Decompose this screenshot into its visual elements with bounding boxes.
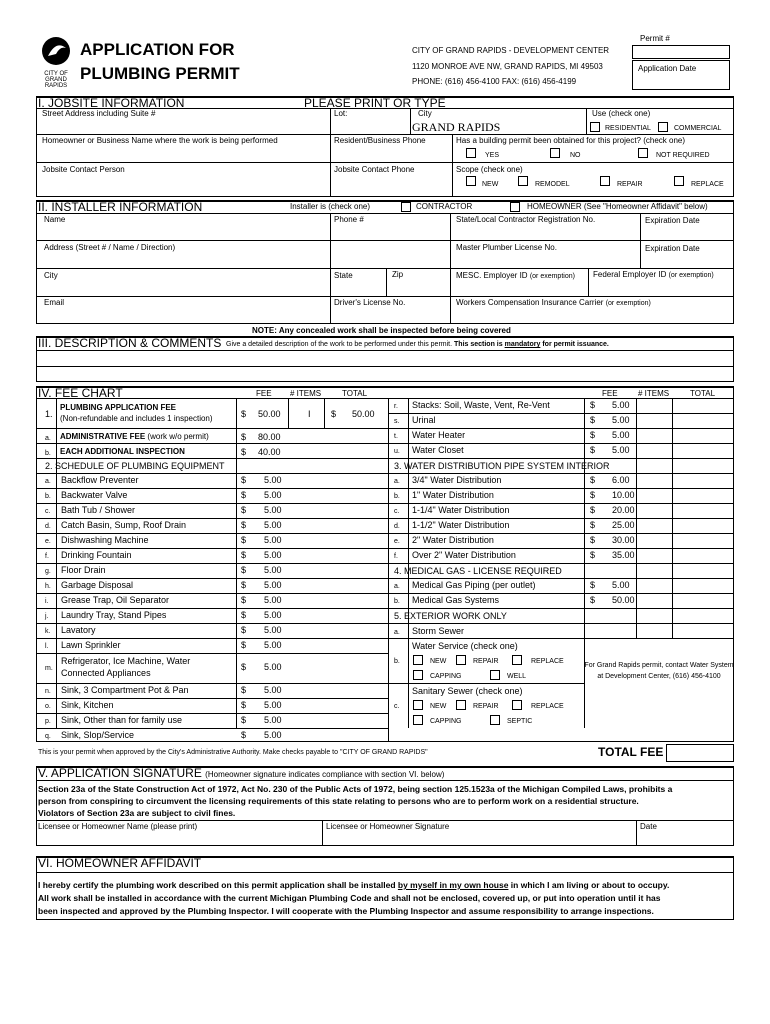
equip-row-2-letter: c. (45, 508, 51, 515)
add-insp-value: 40.00 (258, 447, 281, 457)
water-row-2-name: 1-1/4" Water Distribution (412, 505, 510, 515)
add-insp-label: EACH ADDITIONAL INSPECTION (60, 447, 185, 456)
water-row-5-fee: 35.00 (612, 550, 635, 560)
equip-row-8-name: Grease Trap, Oil Separator (61, 595, 170, 605)
equip-row-3-dollar: $ (241, 520, 247, 530)
fixture-row-3-name: Water Closet (412, 445, 464, 455)
installer-name-label: Name (44, 215, 66, 224)
equip-row-1-dollar: $ (241, 490, 247, 500)
right-total-header: TOTAL (690, 389, 716, 398)
equip2-row-1-letter: o. (45, 703, 51, 710)
equip-row-10-dollar: $ (241, 625, 247, 635)
affidavit-line-2: All work shall be installed in accordance with the current Michigan Plumbing Code and shall not be enclosed, covered up, or put into operation until it has (38, 893, 661, 903)
installer-name-input[interactable] (42, 225, 326, 239)
installer-address-input[interactable] (42, 253, 446, 267)
equip-row-2-fee: 5.00 (264, 505, 282, 515)
installer-zip-label: Zip (392, 270, 404, 279)
water-row-4-fee: 30.00 (612, 535, 635, 545)
contact-phone-label: Jobsite Contact Phone (334, 165, 415, 174)
equip-row-5-fee: 5.00 (264, 550, 282, 560)
equip2-row-1-name: Sink, Kitchen (61, 700, 114, 710)
ws-replace-checkbox[interactable] (512, 655, 522, 665)
city-value: GRAND RAPIDS (412, 120, 501, 134)
logo-text-2: GRAND (45, 77, 67, 83)
ws-replace-label: REPLACE (531, 658, 564, 665)
city-label: City (418, 109, 432, 118)
gas-row-1-dollar: $ (590, 595, 596, 605)
equip-row-0-dollar: $ (241, 475, 247, 485)
fixture-row-2-letter: t. (394, 433, 398, 440)
app-fee-label: PLUMBING APPLICATION FEE (60, 403, 176, 412)
fee-dollar-m: $ (241, 662, 247, 672)
equip-row-3-name: Catch Basin, Sump, Roof Drain (61, 520, 187, 530)
fixture-row-1-name: Urinal (412, 415, 436, 425)
res-phone-label: Resident/Business Phone (334, 136, 426, 145)
permit-yes-checkbox[interactable] (466, 148, 476, 158)
fee-letter-m: m. (45, 665, 53, 672)
equip-row-2-dollar: $ (241, 505, 247, 515)
fixture-row-0-letter: r. (394, 403, 398, 410)
equip-row-8-letter: i. (45, 598, 49, 605)
homeowner-input[interactable] (40, 146, 326, 160)
water-row-2-letter: c. (394, 508, 400, 515)
affidavit-line-1: I hereby certify the plumbing work described on this permit application shall be installed by myself in my own house in which I am living or about to occupy. (38, 880, 670, 890)
gas-row-0-fee: 5.00 (612, 580, 630, 590)
equip-row-2-name: Bath Tub / Shower (61, 505, 136, 515)
contractor-checkbox[interactable] (401, 202, 411, 212)
ws-repair-label: REPAIR (473, 658, 499, 665)
exp-date-1-label: Expiration Date (645, 216, 700, 225)
gas-row-0-dollar: $ (590, 580, 596, 590)
equip-row-6-dollar: $ (241, 565, 247, 575)
lot-input[interactable] (334, 119, 406, 133)
equip-row-9-letter: j. (45, 613, 49, 620)
water-row-3-name: 1-1/2" Water Distribution (412, 520, 510, 530)
ws-well-checkbox[interactable] (490, 670, 500, 680)
equip-row-11-letter: l. (45, 643, 49, 650)
equip-row-7-name: Garbage Disposal (61, 580, 134, 590)
city-line-1: CITY OF GRAND RAPIDS - DEVELOPMENT CENTER (412, 46, 610, 55)
water-row-3-letter: d. (394, 523, 400, 530)
permit-note: This is your permit when approved by the City's Administrative Authority. Make checks payable to "CITY OF GRAND RAPIDS" (38, 749, 428, 756)
licensee-sig-label: Licensee or Homeowner Signature (326, 822, 450, 831)
installer-phone-input[interactable] (334, 225, 446, 239)
contact-input[interactable] (40, 178, 326, 192)
equip-row-1-fee: 5.00 (264, 490, 282, 500)
equip-row-8-dollar: $ (241, 595, 247, 605)
permit-not-required-checkbox[interactable] (638, 148, 648, 158)
water-row-5-name: Over 2" Water Distribution (412, 550, 516, 560)
email-input[interactable] (42, 308, 326, 322)
ws-capping-checkbox[interactable] (413, 670, 423, 680)
equip-row-4-fee: 5.00 (264, 535, 282, 545)
water-row-4-dollar: $ (590, 535, 596, 545)
left-items-header: # ITEMS (290, 389, 322, 398)
installer-city-label: City (44, 271, 58, 280)
permit-number-label: Permit # (640, 34, 670, 43)
yes-label: YES (485, 152, 500, 159)
equip-row-11-dollar: $ (241, 640, 247, 650)
homeowner-checkbox[interactable] (510, 202, 520, 212)
has-permit-label: Has a building permit been obtained for this project? (check one) (456, 136, 686, 145)
description-instruction: Give a detailed description of the work to be performed under this permit. This section is mandatory for permit issuance. (226, 341, 609, 348)
exterior-header: 5. EXTERIOR WORK ONLY (394, 611, 507, 621)
ss-capping-label: CAPPING (430, 718, 462, 725)
wc-label: Workers Compensation Insurance Carrier (or exemption) (456, 298, 651, 307)
water-row-0-name: 3/4" Water Distribution (412, 475, 502, 485)
installer-phone-label: Phone # (334, 215, 364, 224)
scope-repair-checkbox[interactable] (600, 176, 610, 186)
app-fee-total-dollar: $ (331, 409, 337, 419)
installer-city-input[interactable] (42, 281, 326, 295)
equip-row-6-letter: g. (45, 568, 51, 575)
title-line-1: APPLICATION FOR (80, 40, 235, 59)
scope-label: Scope (check one) (456, 165, 523, 174)
installer-label: Installer is (check one) (290, 202, 371, 211)
equip2-row-0-letter: n. (45, 688, 51, 695)
commercial-checkbox[interactable] (658, 122, 668, 132)
ws-new-checkbox[interactable] (413, 655, 423, 665)
equip-row-9-fee: 5.00 (264, 610, 282, 620)
description-line-2[interactable] (40, 367, 730, 381)
logo-text-1: CITY OF (44, 71, 68, 77)
equip2-row-3-letter: q. (45, 733, 51, 740)
fee-item-m-line1: Refrigerator, Ice Machine, Water (61, 656, 191, 666)
logo-text-3: RAPIDS (44, 83, 68, 89)
fed-label: Federal Employer ID (or exemption) (593, 270, 714, 279)
equip2-row-2-fee: 5.00 (264, 715, 282, 725)
water-row-2-fee: 20.00 (612, 505, 635, 515)
water-contact-info: For Grand Rapids permit, contact Water System at Development Center, (616) 456-4100 (584, 662, 734, 680)
please-print: PLEASE PRINT OR TYPE (304, 96, 446, 110)
ws-well-label: WELL (507, 673, 527, 680)
water-row-1-letter: b. (394, 493, 400, 500)
city-line-3: PHONE: (616) 456-4100 FAX: (616) 456-4199 (412, 77, 577, 86)
equip2-row-1-fee: 5.00 (264, 700, 282, 710)
ss-replace-label: REPLACE (531, 703, 564, 710)
ss-new-checkbox[interactable] (413, 700, 423, 710)
equip-row-11-name: Lawn Sprinkler (61, 640, 121, 650)
equip2-row-3-dollar: $ (241, 730, 247, 740)
homeowner-type-label: HOMEOWNER (See "Homeowner Affidavit" below) (527, 202, 708, 211)
ss-capping-checkbox[interactable] (413, 715, 423, 725)
equip2-row-2-letter: p. (45, 718, 51, 725)
sanitary-sewer-label: Sanitary Sewer (check one) (412, 686, 523, 696)
ss-repair-label: REPAIR (473, 703, 499, 710)
dl-input[interactable] (334, 308, 446, 322)
water-row-0-letter: a. (394, 478, 400, 485)
equip-row-6-fee: 5.00 (264, 565, 282, 575)
left-fee-header: FEE (256, 389, 272, 398)
right-items-header: # ITEMS (638, 389, 670, 398)
equip-row-10-name: Lavatory (61, 625, 96, 635)
water-row-5-letter: f. (394, 553, 398, 560)
scope-repair-label: REPAIR (617, 181, 643, 188)
section-4-title: IV. FEE CHART (38, 386, 123, 400)
water-row-1-dollar: $ (590, 490, 596, 500)
left-total-header: TOTAL (342, 389, 368, 398)
add-insp-dollar: $ (241, 447, 247, 457)
fixture-row-3-dollar: $ (590, 445, 596, 455)
equip-row-0-letter: a. (45, 478, 51, 485)
email-label: Email (44, 298, 65, 307)
equip-row-3-fee: 5.00 (264, 520, 282, 530)
licensee-name-label: Licensee or Homeowner Name (please print) (38, 822, 198, 831)
app-fee-dollar: $ (241, 409, 247, 419)
affidavit-line-3: been inspected and approved by the Plumbing Inspector. I will cooperate with the Plumbing Inspector and assume responsibility to arrange inspections. (38, 906, 654, 916)
water-row-5-dollar: $ (590, 550, 596, 560)
exp-date-1-input[interactable] (644, 226, 730, 239)
gas-row-0-letter: a. (394, 583, 400, 590)
scope-remodel-label: REMODEL (535, 181, 570, 188)
licensee-sig-input[interactable] (326, 832, 632, 845)
equip2-row-1-dollar: $ (241, 700, 247, 710)
equip2-row-3-name: Sink, Slop/Service (61, 730, 135, 740)
equip2-row-2-dollar: $ (241, 715, 247, 725)
equip-row-7-letter: h. (45, 583, 51, 590)
use-label: Use (check one) (592, 109, 651, 118)
gas-row-0-name: Medical Gas Piping (per outlet) (412, 580, 536, 590)
equip-row-5-dollar: $ (241, 550, 247, 560)
concealed-note: NOTE: Any concealed work shall be inspected before being covered (252, 326, 511, 335)
water-row-0-dollar: $ (590, 475, 596, 485)
ss-new-label: NEW (430, 703, 447, 710)
homeowner-label: Homeowner or Business Name where the work is being performed (42, 136, 278, 145)
water-row-4-letter: e. (394, 538, 400, 545)
fixture-row-0-dollar: $ (590, 400, 596, 410)
not-required-label: NOT REQUIRED (656, 152, 710, 159)
ss-septic-label: SEPTIC (507, 718, 533, 725)
fee-item-m-line2: Connected Appliances (61, 668, 151, 678)
fixture-row-1-dollar: $ (590, 415, 596, 425)
res-phone-input[interactable] (334, 146, 448, 160)
equip2-row-3-fee: 5.00 (264, 730, 282, 740)
installer-address-label: Address (Street # / Name / Direction) (44, 243, 176, 252)
equip2-row-2-name: Sink, Other than for family use (61, 715, 183, 725)
ss-replace-checkbox[interactable] (512, 700, 522, 710)
fixture-row-3-letter: u. (394, 448, 400, 455)
equip-row-4-letter: e. (45, 538, 51, 545)
ws-repair-checkbox[interactable] (456, 655, 466, 665)
fixture-row-1-fee: 5.00 (612, 415, 630, 425)
admin-fee-value: 80.00 (258, 432, 281, 442)
lot-label: Lot: (334, 109, 348, 118)
app-fee-total: 50.00 (352, 409, 375, 419)
mesc-label: MESC. Employer ID (or exemption) (456, 271, 575, 280)
total-fee-field[interactable] (666, 744, 734, 762)
section-3-title: III. DESCRIPTION & COMMENTS (38, 336, 222, 350)
law-line-2: person from conspiring to circumvent the licensing requirements of this state relating to persons who are to perform work on a residential structure. (38, 796, 639, 806)
total-fee-label: TOTAL FEE (598, 745, 664, 759)
fixture-row-3-fee: 5.00 (612, 445, 630, 455)
scope-remodel-checkbox[interactable] (518, 176, 528, 186)
description-line-1[interactable] (40, 351, 730, 365)
scope-new-label: NEW (482, 181, 499, 188)
city-line-2: 1120 MONROE AVE NW, GRAND RAPIDS, MI 49503 (412, 62, 603, 71)
contact-label: Jobsite Contact Person (42, 165, 125, 174)
sig-date-label: Date (640, 822, 657, 831)
section-6-title: VI. HOMEOWNER AFFIDAVIT (38, 856, 202, 870)
admin-fee-letter: a. (45, 435, 51, 442)
equip-row-0-name: Backflow Preventer (61, 475, 139, 485)
contact-phone-input[interactable] (334, 178, 448, 192)
equip-row-6-name: Floor Drain (61, 565, 106, 575)
sig-date-input[interactable] (640, 832, 730, 845)
fixture-row-1-letter: s. (394, 418, 400, 425)
equip-row-10-fee: 5.00 (264, 625, 282, 635)
application-date-label: Application Date (638, 64, 697, 73)
section-1-title: I. JOBSITE INFORMATION (38, 96, 185, 110)
master-license-input[interactable] (456, 253, 636, 267)
fixture-row-0-fee: 5.00 (612, 400, 630, 410)
equip-row-0-fee: 5.00 (264, 475, 282, 485)
app-fee-sub: (Non-refundable and includes 1 inspection) (60, 414, 213, 423)
equip-row-9-name: Laundry Tray, Stand Pipes (61, 610, 167, 620)
admin-fee-label: ADMINISTRATIVE FEE (work w/o permit) (60, 432, 209, 441)
fixture-row-0-name: Stacks: Soil, Waste, Vent, Re-Vent (412, 400, 550, 410)
app-fee-value: 50.00 (258, 409, 281, 419)
storm-letter: a. (394, 629, 400, 636)
water-row-1-fee: 10.00 (612, 490, 635, 500)
water-service-letter: b. (394, 658, 400, 665)
right-fee-header: FEE (602, 389, 618, 398)
gas-header: 4. MEDICAL GAS - LICENSE REQUIRED (394, 566, 562, 576)
equip-row-5-name: Drinking Fountain (61, 550, 132, 560)
app-fee-items: I (308, 409, 311, 419)
app-fee-num: 1. (45, 409, 53, 419)
water-row-4-name: 2" Water Distribution (412, 535, 494, 545)
equip2-row-0-fee: 5.00 (264, 685, 282, 695)
state-reg-label: State/Local Contractor Registration No. (456, 215, 596, 224)
water-row-3-fee: 25.00 (612, 520, 635, 530)
water-row-2-dollar: $ (590, 505, 596, 515)
law-line-3: Violators of Section 23a are subject to civil fines. (38, 808, 236, 818)
master-license-label: Master Plumber License No. (456, 243, 557, 252)
equip-row-10-letter: k. (45, 628, 51, 635)
permit-no-checkbox[interactable] (550, 148, 560, 158)
equip2-row-0-name: Sink, 3 Compartment Pot & Pan (61, 685, 189, 695)
ss-repair-checkbox[interactable] (456, 700, 466, 710)
equip-row-1-letter: b. (45, 493, 51, 500)
residential-checkbox[interactable] (590, 122, 600, 132)
fixture-row-2-name: Water Heater (412, 430, 466, 440)
equip-row-5-letter: f. (45, 553, 49, 560)
equip-row-1-name: Backwater Valve (61, 490, 128, 500)
gas-row-1-fee: 50.00 (612, 595, 635, 605)
gas-row-1-name: Medical Gas Systems (412, 595, 500, 605)
equip-row-9-dollar: $ (241, 610, 247, 620)
scope-replace-label: REPLACE (691, 181, 724, 188)
equip-row-3-letter: d. (45, 523, 51, 530)
water-header: 3. WATER DISTRIBUTION PIPE SYSTEM INTERIOR (394, 461, 610, 471)
permit-number-field[interactable] (632, 45, 730, 59)
city-logo-icon (38, 36, 74, 66)
storm-sewer-label: Storm Sewer (412, 626, 465, 636)
residential-label: RESIDENTIAL (605, 125, 651, 132)
commercial-label: COMMERCIAL (674, 125, 722, 132)
water-service-label: Water Service (check one) (412, 641, 518, 651)
equip-row-7-fee: 5.00 (264, 580, 282, 590)
installer-state-label: State (334, 271, 353, 280)
licensee-name-input[interactable] (38, 832, 318, 845)
street-input[interactable] (40, 119, 326, 133)
equip-row-4-dollar: $ (241, 535, 247, 545)
section-5-title: V. APPLICATION SIGNATURE (Homeowner signature indicates compliance with section VI. below) (38, 766, 445, 780)
no-label: NO (570, 152, 581, 159)
scope-new-checkbox[interactable] (466, 176, 476, 186)
water-row-0-fee: 6.00 (612, 475, 630, 485)
state-reg-input[interactable] (456, 225, 636, 239)
equip-row-11-fee: 5.00 (264, 640, 282, 650)
equip2-row-0-dollar: $ (241, 685, 247, 695)
street-label: Street Address including Suite # (42, 109, 156, 118)
city-logo (38, 36, 74, 88)
fixture-row-2-dollar: $ (590, 430, 596, 440)
fixture-row-2-fee: 5.00 (612, 430, 630, 440)
admin-fee-dollar: $ (241, 432, 247, 442)
exp-date-2-input[interactable] (644, 254, 730, 267)
law-line-1: Section 23a of the State Construction Act of 1972, Act No. 230 of the Public Acts of 1972, being section 125.1523a of the Michigan Compiled Laws, prohibits a (38, 784, 673, 794)
exp-date-2-label: Expiration Date (645, 244, 700, 253)
section-2-title: II. INSTALLER INFORMATION (38, 200, 203, 214)
scope-replace-checkbox[interactable] (674, 176, 684, 186)
add-insp-letter: b. (45, 450, 51, 457)
ws-capping-label: CAPPING (430, 673, 462, 680)
ws-new-label: NEW (430, 658, 447, 665)
ss-septic-checkbox[interactable] (490, 715, 500, 725)
dl-label: Driver's License No. (334, 298, 406, 307)
sanitary-letter: c. (394, 703, 400, 710)
water-row-3-dollar: $ (590, 520, 596, 530)
water-row-1-name: 1" Water Distribution (412, 490, 494, 500)
equip-row-7-dollar: $ (241, 580, 247, 590)
gas-row-1-letter: b. (394, 598, 400, 605)
equip-row-4-name: Dishwashing Machine (61, 535, 149, 545)
fee-value-m: 5.00 (264, 662, 282, 672)
schedule-header: 2. SCHEDULE OF PLUMBING EQUIPMENT (45, 461, 225, 471)
equip-row-8-fee: 5.00 (264, 595, 282, 605)
contractor-label: CONTRACTOR (416, 202, 473, 211)
title-line-2: PLUMBING PERMIT (80, 64, 240, 83)
